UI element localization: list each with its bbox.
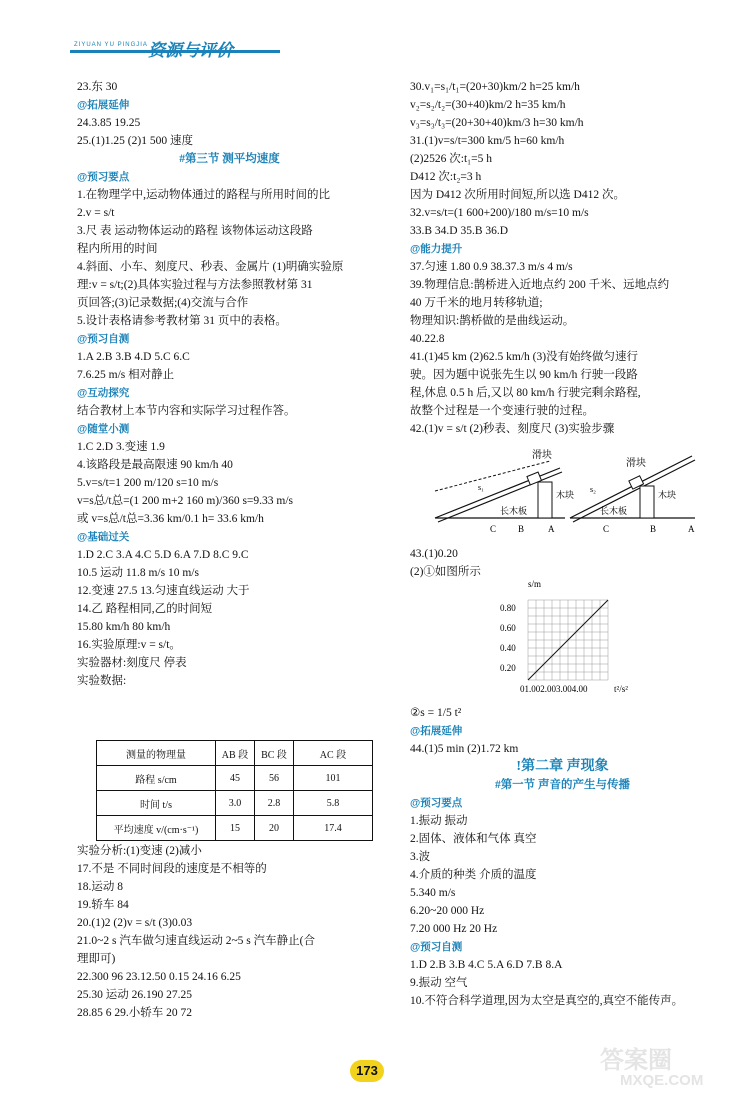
- table-cell: 56: [255, 766, 294, 791]
- graph-ytick: 0.80: [500, 603, 516, 613]
- answer-line: 22.300 96 23.12.50 0.15 24.16 6.25: [77, 971, 241, 983]
- table-header-cell: BC 段: [255, 741, 294, 766]
- header-pinyin: ZIYUAN YU PINGJIA: [74, 42, 148, 48]
- right-column-part2: [410, 545, 715, 581]
- chapter-title: !第二章 声现象: [516, 759, 609, 774]
- answer-line: (2)①如图所示: [410, 566, 481, 578]
- answer-line: 28.85 6 29.小轿车 20 72: [77, 1007, 192, 1019]
- graph-ytick: 0.40: [500, 643, 516, 653]
- section-heading: @基础过关: [77, 531, 130, 543]
- answer-line: 42.(1)v = s/t (2)秒表、刻度尺 (3)实验步骤: [410, 423, 615, 435]
- label-a-2: A: [688, 524, 695, 534]
- table-row: [97, 766, 373, 791]
- label-b-2: B: [650, 524, 657, 534]
- answer-line: 3.波: [410, 851, 431, 863]
- page-header: [70, 36, 280, 62]
- answer-line: ②s = 1/5 t²: [410, 707, 462, 719]
- answer-line: v=s总/t总=(1 200 m+2 160 m)/360 s=9.33 m/s: [77, 495, 294, 507]
- answer-line: 5.v=s/t=1 200 m/120 s=10 m/s: [77, 477, 219, 489]
- answer-line: 20.(1)2 (2)v = s/t (3)0.03: [77, 917, 193, 929]
- watermark: 答案圈: [600, 1047, 672, 1074]
- table-cell: 15: [216, 816, 255, 841]
- label-board-2: 长木板: [600, 506, 628, 516]
- label-slider-1: 滑块: [532, 450, 552, 461]
- label-a-1: A: [548, 524, 555, 534]
- s-t2-graph: [490, 578, 650, 698]
- table-cell: 5.8: [294, 791, 373, 816]
- answer-line: 43.(1)0.20: [410, 548, 458, 560]
- label-slider-2: 滑块: [626, 458, 646, 469]
- section-heading: @随堂小测: [77, 423, 130, 435]
- label-s2: s₂: [590, 485, 596, 494]
- answer-line: 16.实验原理:v = s/t。: [77, 639, 181, 651]
- answer-line: 33.B 34.D 35.B 36.D: [410, 225, 509, 237]
- answer-line: 结合教材上本节内容和实际学习过程作答。: [77, 405, 296, 417]
- answer-line: 7.20 000 Hz 20 Hz: [410, 923, 498, 935]
- label-board-1: 长木板: [500, 506, 528, 516]
- table-row: [97, 791, 373, 816]
- answer-line: 17.不是 不同时间段的速度是不相等的: [77, 863, 267, 875]
- section-heading: @预习自测: [77, 333, 130, 345]
- answer-line: 10.不符合科学道理,因为太空是真空的,真空不能传声。: [410, 995, 684, 1007]
- answer-line: 10.5 运动 11.8 m/s 10 m/s: [77, 567, 199, 579]
- label-s1: s₁: [478, 483, 484, 492]
- answer-line: v₂=s₂/t₂=(30+40)km/2 h=35 km/h: [410, 99, 566, 111]
- table-cell: 45: [216, 766, 255, 791]
- table-header-cell: AB 段: [216, 741, 255, 766]
- answer-line: 30.v₁=s₁/t₁=(20+30)km/2 h=25 km/h: [410, 81, 580, 93]
- section-heading: @拓展延伸: [77, 99, 130, 111]
- answer-line: 15.80 km/h 80 km/h: [77, 621, 171, 633]
- graph-ylabel: s/m: [528, 579, 542, 589]
- section-heading: @拓展延伸: [410, 725, 463, 737]
- incline-diagram: [430, 446, 700, 536]
- section-heading: @预习要点: [410, 797, 463, 809]
- answer-line: 39.物理信息:鹊桥进入近地点约 200 千米、远地点约: [410, 279, 670, 291]
- answer-line: 页回答;(3)记录数据;(4)交流与合作: [77, 297, 249, 309]
- answer-line: 25.(1)1.25 (2)1 500 速度: [77, 135, 193, 147]
- answer-line: 1.A 2.B 3.B 4.D 5.C 6.C: [77, 351, 190, 363]
- answer-line: 2.固体、液体和气体 真空: [410, 833, 537, 845]
- answer-line: 实验数据:: [77, 675, 127, 687]
- answer-line: 32.v=s/t=(1 600+200)/180 m/s=10 m/s: [410, 207, 589, 219]
- answer-line: v₃=s₃/t₃=(20+30+40)km/3 h=30 km/h: [410, 117, 584, 129]
- answer-line: 7.6.25 m/s 相对静止: [77, 369, 175, 381]
- answer-line: 因为 D412 次所用时间短,所以选 D412 次。: [410, 189, 625, 201]
- table-header-row: [97, 741, 373, 766]
- answer-line: 理:v = s/t;(2)具体实验过程与方法参照教材第 31: [77, 279, 313, 291]
- answer-line: 4.斜面、小车、刻度尺、秒表、金属片 (1)明确实验原: [77, 261, 344, 273]
- answer-line: 理即可): [77, 953, 116, 965]
- answer-line: 4.该路段是最高限速 90 km/h 40: [77, 459, 233, 471]
- section-heading: @能力提升: [410, 243, 463, 255]
- table-cell: 时间 t/s: [97, 791, 216, 816]
- graph-xlabel: t²/s²: [614, 684, 628, 694]
- experiment-table: [96, 740, 373, 841]
- answer-line: 9.振动 空气: [410, 977, 468, 989]
- right-column: [410, 78, 715, 438]
- answer-line: 5.340 m/s: [410, 887, 456, 899]
- answer-line: 1.C 2.D 3.变速 1.9: [77, 441, 165, 453]
- answer-line: 4.介质的种类 介质的温度: [410, 869, 537, 881]
- answer-line: 25.30 运动 26.190 27.25: [77, 989, 192, 1001]
- answer-line: D412 次:t₂=3 h: [410, 171, 482, 183]
- right-column-part3: [410, 704, 715, 1010]
- answer-line: 31.(1)v=s/t=300 km/5 h=60 km/h: [410, 135, 565, 147]
- answer-line: 41.(1)45 km (2)62.5 km/h (3)没有始终做匀速行: [410, 351, 639, 363]
- answer-line: 5.设计表格请参考教材第 31 页中的表格。: [77, 315, 287, 327]
- answer-line: 程内所用的时间: [77, 243, 158, 255]
- graph-xticks: 01.002.003.004.00: [520, 684, 588, 694]
- table-header-cell: AC 段: [294, 741, 373, 766]
- subsection-title: #第三节 测平均速度: [179, 153, 280, 165]
- table-cell: 平均速度 v/(cm·s⁻¹): [97, 816, 216, 841]
- answer-line: 或 v=s总/t总=3.36 km/0.1 h= 33.6 km/h: [77, 513, 264, 525]
- watermark-url: MXQE.COM: [620, 1072, 704, 1089]
- answer-line: 程,休息 0.5 h 后,又以 80 km/h 行驶完剩余路程,: [410, 387, 641, 399]
- table-cell: 3.0: [216, 791, 255, 816]
- answer-line: 44.(1)5 min (2)1.72 km: [410, 743, 519, 755]
- answer-line: 23.东 30: [77, 81, 118, 93]
- label-b-1: B: [518, 524, 525, 534]
- table-cell: 101: [294, 766, 373, 791]
- table-cell: 20: [255, 816, 294, 841]
- answer-line: 24.3.85 19.25: [77, 117, 141, 129]
- answer-line: 18.运动 8: [77, 881, 123, 893]
- answer-line: 14.乙 路程相同,乙的时间短: [77, 603, 213, 615]
- label-c-1: C: [490, 524, 497, 534]
- header-title: 资源与评价: [148, 41, 233, 60]
- answer-line: 37.匀速 1.80 0.9 38.37.3 m/s 4 m/s: [410, 261, 573, 273]
- answer-line: 驶。因为题中说张先生以 90 km/h 行驶一段路: [410, 369, 638, 381]
- answer-line: 1.振动 振动: [410, 815, 468, 827]
- answer-line: 实验器材:刻度尺 停表: [77, 657, 187, 669]
- table-row: [97, 816, 373, 841]
- table-header-cell: 测量的物理量: [97, 741, 216, 766]
- label-block-1: 木块: [556, 490, 575, 500]
- section-heading: @互动探究: [77, 387, 130, 399]
- graph-ytick: 0.20: [500, 663, 516, 673]
- answer-line: 40.22.8: [410, 333, 445, 345]
- answer-line: 6.20~20 000 Hz: [410, 905, 485, 917]
- table-cell: 路程 s/cm: [97, 766, 216, 791]
- left-column: [77, 78, 382, 690]
- answer-line: 2.v = s/t: [77, 207, 115, 219]
- page-number: 173: [350, 1060, 384, 1082]
- label-c-2: C: [603, 524, 610, 534]
- answer-line: 实验分析:(1)变速 (2)减小: [77, 845, 202, 857]
- answer-line: 21.0~2 s 汽车做匀速直线运动 2~5 s 汽车静止(合: [77, 935, 315, 947]
- table-cell: 2.8: [255, 791, 294, 816]
- graph-ytick: 0.60: [500, 623, 516, 633]
- section-heading: @预习自测: [410, 941, 463, 953]
- subsection-title: #第一节 声音的产生与传播: [494, 779, 631, 791]
- answer-line: 12.变速 27.5 13.匀速直线运动 大于: [77, 585, 250, 597]
- left-column-continued: [77, 842, 382, 1022]
- table-cell: 17.4: [294, 816, 373, 841]
- answer-line: (2)2526 次:t₁=5 h: [410, 153, 493, 165]
- answer-line: 3.尺 表 运动物体运动的路程 该物体运动这段路: [77, 225, 313, 237]
- answer-line: 19.轿车 84: [77, 899, 129, 911]
- answer-line: 1.D 2.C 3.A 4.C 5.D 6.A 7.D 8.C 9.C: [77, 549, 249, 561]
- answer-line: 物理知识:鹊桥做的是曲线运动。: [410, 315, 575, 327]
- answer-line: 40 万千米的地月转移轨道;: [410, 297, 543, 309]
- answer-line: 1.在物理学中,运动物体通过的路程与所用时间的比: [77, 189, 330, 201]
- answer-line: 故整个过程是一个变速行驶的过程。: [410, 405, 594, 417]
- label-block-2: 木块: [658, 490, 677, 500]
- answer-line: 1.D 2.B 3.B 4.C 5.A 6.D 7.B 8.A: [410, 959, 563, 971]
- section-heading: @预习要点: [77, 171, 130, 183]
